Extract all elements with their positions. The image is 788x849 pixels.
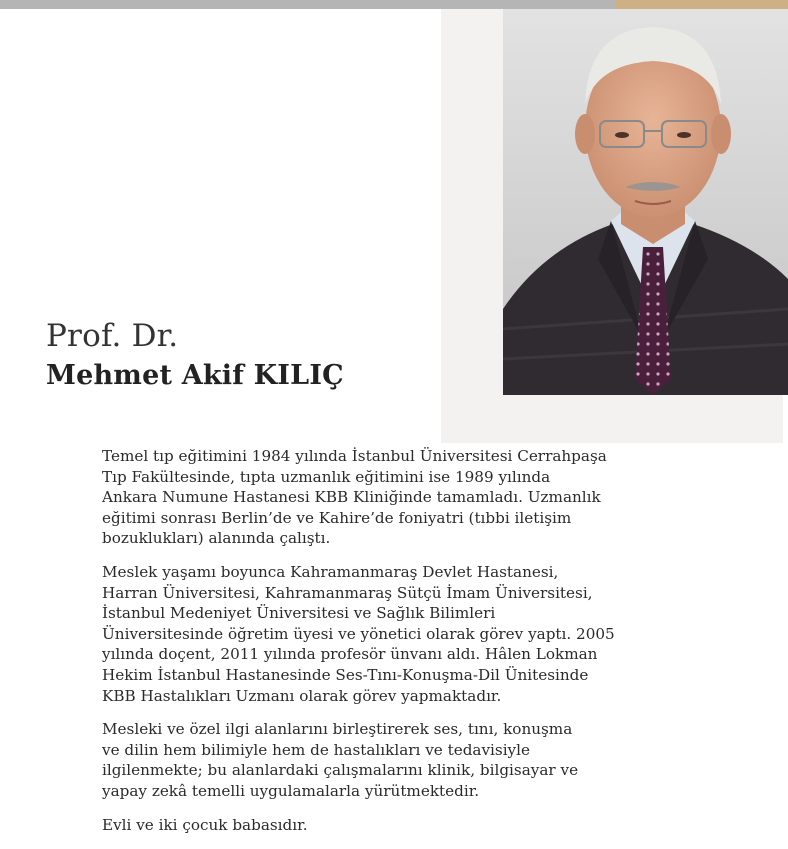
- bio-paragraph: Meslek yaşamı boyunca Kahramanmaraş Devlet Hastanesi, Harran Üniversitesi, Kahramanmaraş Sütçü İmam Üniversitesi, İstanbul Medeniyet Üniversitesi ve Sağlık Bilimleri Üniversitesinde öğretim üyesi ve yönetici olarak görev yaptı. 2005 yılında doçent, 2011 yılında profesör ünvanı aldı. Hâlen Lokman Hekim İstanbul Hastanesinde Ses-Tını-Konuşma-Dil Ünitesinde KBB Hastalıkları Uzmanı olarak görev yapmaktadır.: [102, 562, 615, 705]
- portrait-photo: [503, 9, 788, 395]
- bio-paragraph: Temel tıp eğitimini 1984 yılında İstanbul Üniversitesi Cerrahpaşa Tıp Fakültesinde, tıpta uzmanlık eğitimini ise 1989 yılında Ankara Numune Hastanesi KBB Kliniğinde tamamladı. Uzmanlık eğitimi sonrası Berlin’de ve Kahire’de foniyatri (tıbbi iletişim bozuklukları) alanında çalıştı.: [102, 447, 607, 548]
- top-bar-gray: [0, 0, 616, 9]
- profile-name: Mehmet Akif KILIÇ: [46, 360, 344, 391]
- bio-paragraph: Evli ve iki çocuk babasıdır.: [102, 815, 308, 834]
- profile-title: Prof. Dr.: [46, 318, 179, 354]
- bio-paragraph: Mesleki ve özel ilgi alanlarını birleştirerek ses, tını, konuşma ve dilin hem bilimiyle hem de hastalıkları ve tedavisiyle ilgilenmekte; bu alanlardaki çalışmalarını klinik, bilgisayar ve yapay zekâ temelli uygulamalarla yürütmektedir.: [102, 720, 579, 800]
- bio-text: [102, 446, 662, 848]
- top-bar-gold: [616, 0, 788, 9]
